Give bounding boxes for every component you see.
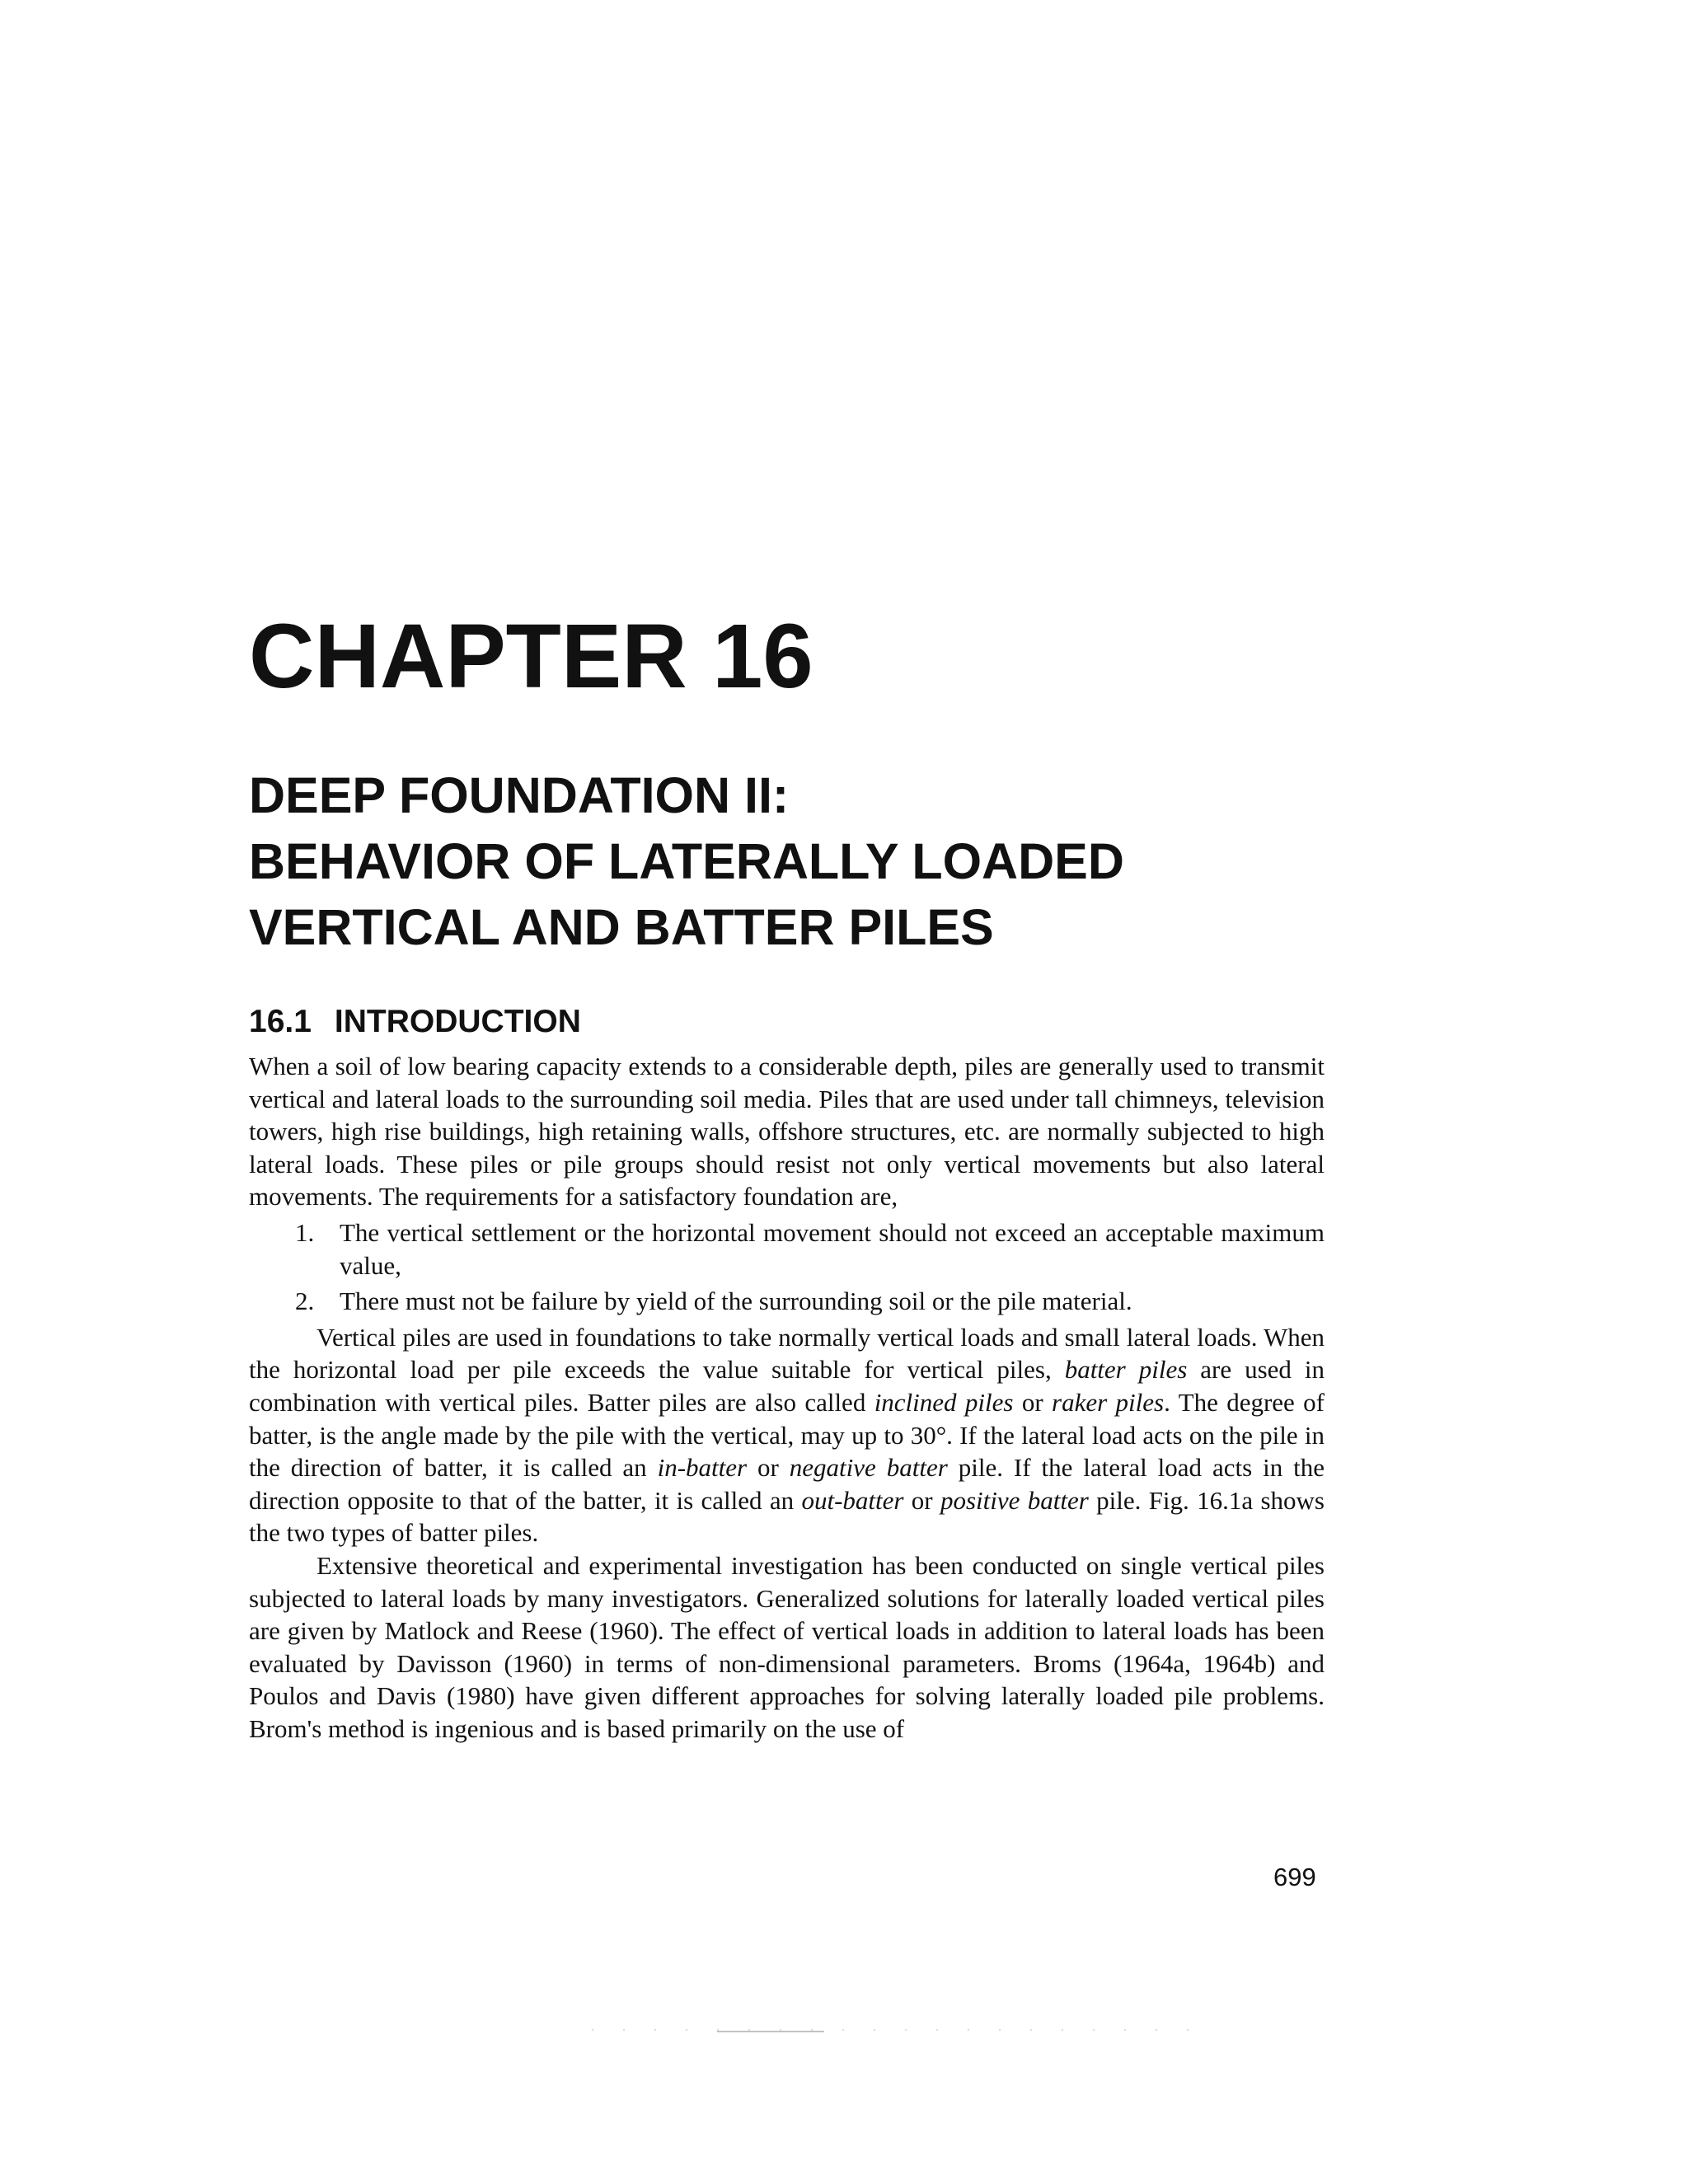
- term-inclined-piles: inclined piles: [874, 1387, 1014, 1417]
- body-text: [249, 1050, 1325, 1745]
- text-run: pile. If the lateral load acts in the direction opposite to that of the batter, it is called an: [249, 1453, 1325, 1515]
- scan-artifact: [577, 2027, 1203, 2032]
- term-positive-batter: positive batter: [940, 1485, 1089, 1515]
- text-run: or: [747, 1453, 790, 1483]
- chapter-heading: CHAPTER 16: [249, 606, 814, 707]
- paragraph-intro: When a soil of low bearing capacity extends to a considerable depth, piles are generally used to transmit vertical and lateral loads to the surrounding soil media. Piles that are used under tall chimneys, television towers, high rise buildings, high retaining walls, offshore structures, etc. are normally subjected to high lateral loads. These piles or pile groups should resist not only vertical movements but also lateral movements. The requirements for a satisfactory foundation are,: [249, 1052, 1325, 1212]
- term-batter-piles: batter piles: [1064, 1355, 1188, 1385]
- term-in-batter: in-batter: [657, 1453, 748, 1483]
- term-out-batter: out-batter: [801, 1485, 904, 1515]
- chapter-title-line: DEEP FOUNDATION II:: [249, 767, 790, 823]
- list-marker: 1.: [295, 1217, 315, 1247]
- term-raker-piles: raker piles: [1052, 1387, 1165, 1417]
- chapter-title: [249, 762, 1124, 960]
- list-item-text: There must not be failure by yield of the surrounding soil or the pile material.: [340, 1286, 1132, 1316]
- chapter-title-line: VERTICAL AND BATTER PILES: [249, 899, 994, 955]
- paragraph-batter-piles: [249, 1321, 1325, 1549]
- section-number: 16.1: [249, 1004, 312, 1039]
- requirements-list: [249, 1216, 1325, 1318]
- chapter-title-line: BEHAVIOR OF LATERALLY LOADED: [249, 833, 1124, 889]
- page-number: 699: [1273, 1863, 1316, 1891]
- term-negative-batter: negative batter: [789, 1453, 948, 1483]
- text-run: . The degree of batter, is the angle made by the pile with the vertical, may up to 30°. If the lateral load acts on the pile in the direction of batter, it is called an: [249, 1387, 1325, 1483]
- text-run: pile. Fig. 16.1a shows the two types of batter piles.: [249, 1485, 1325, 1548]
- text-run: or: [1013, 1387, 1053, 1417]
- list-marker: 2.: [295, 1286, 315, 1316]
- section-title: INTRODUCTION: [334, 1004, 581, 1039]
- paragraph-investigations: Extensive theoretical and experimental investigation has been conducted on single vertical piles subjected to lateral loads by many investigators. Generalized solutions for laterally loaded vertical piles are given by Matlock and Reese (1960). The effect of vertical loads in addition to lateral loads has been evaluated by Davisson (1960) in terms of non-dimensional parameters. Broms (1964a, 1964b) and Poulos and Davis (1980) have given different approaches for solving laterally loaded pile problems. Brom's method is ingenious and is based primarily on the use of: [249, 1550, 1325, 1743]
- list-item-text: The vertical settlement or the horizontal movement should not exceed an acceptable maximum value,: [340, 1217, 1325, 1280]
- text-run: or: [903, 1485, 940, 1515]
- scan-artifact: [717, 2031, 824, 2032]
- list-item: [249, 1285, 1325, 1318]
- text-run: Vertical piles are used in foundations to take normally vertical loads and small lateral loads. When the horizontal load per pile exceeds the value suitable for vertical piles,: [249, 1322, 1325, 1385]
- section-heading: [249, 1005, 581, 1038]
- list-item: [249, 1216, 1325, 1282]
- text-run: are used in combination with vertical piles. Batter piles are also called: [249, 1355, 1325, 1417]
